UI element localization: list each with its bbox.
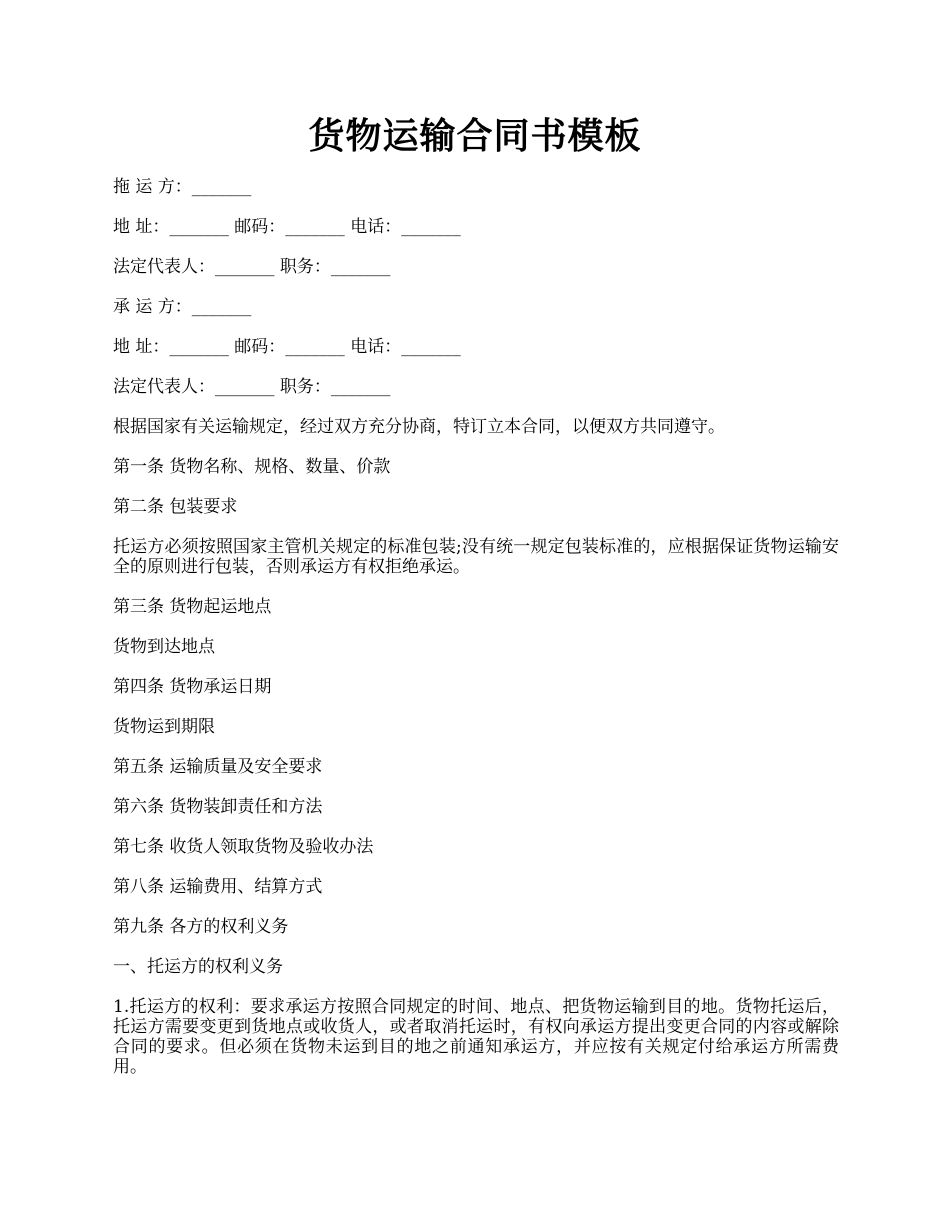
carrier-name-line: 承 运 方：_______ [113,297,252,317]
destination-line: 货物到达地点 [113,637,215,657]
section-1-heading: 一、托运方的权利义务 [113,957,283,977]
shipper-address-line: 地 址：_______ 邮码：_______ 电话：_______ [113,217,461,237]
article-4-heading: 第四条 货物承运日期 [113,677,272,697]
delivery-deadline-line: 货物运到期限 [113,717,215,737]
shipper-representative-line: 法定代表人：_______ 职务：_______ [113,257,391,277]
article-7-heading: 第七条 收货人领取货物及验收办法 [113,837,374,857]
article-9-heading: 第九条 各方的权利义务 [113,917,289,937]
article-3-heading: 第三条 货物起运地点 [113,597,272,617]
article-8-heading: 第八条 运输费用、结算方式 [113,877,323,897]
carrier-address-line: 地 址：_______ 邮码：_______ 电话：_______ [113,337,461,357]
preamble-paragraph: 根据国家有关运输规定，经过双方充分协商，特订立本合同，以便双方共同遵守。 [113,417,725,437]
packaging-paragraph: 托运方必须按照国家主管机关规定的标准包装;没有统一规定包装标准的，应根据保证货物运输安全的原则进行包装，否则承运方有权拒绝承运。 [113,537,839,577]
article-6-heading: 第六条 货物装卸责任和方法 [113,797,323,817]
shipper-name-line: 拖 运 方：_______ [113,177,252,197]
carrier-representative-line: 法定代表人：_______ 职务：_______ [113,377,391,397]
article-1-heading: 第一条 货物名称、规格、数量、价款 [113,457,391,477]
article-2-heading: 第二条 包装要求 [113,497,238,517]
article-5-heading: 第五条 运输质量及安全要求 [113,757,323,777]
document-title: 货物运输合同书模板 [308,115,642,157]
document-body [113,177,839,1097]
shipper-rights-paragraph: 1.托运方的权利：要求承运方按照合同规定的时间、地点、把货物运输到目的地。货物托运后，托运方需要变更到货地点或收货人，或者取消托运时，有权向承运方提出变更合同的内容或解除合同的要求。但必须在货物未运到目的地之前通知承运方，并应按有关规定付给承运方所需费用。 [113,997,839,1077]
